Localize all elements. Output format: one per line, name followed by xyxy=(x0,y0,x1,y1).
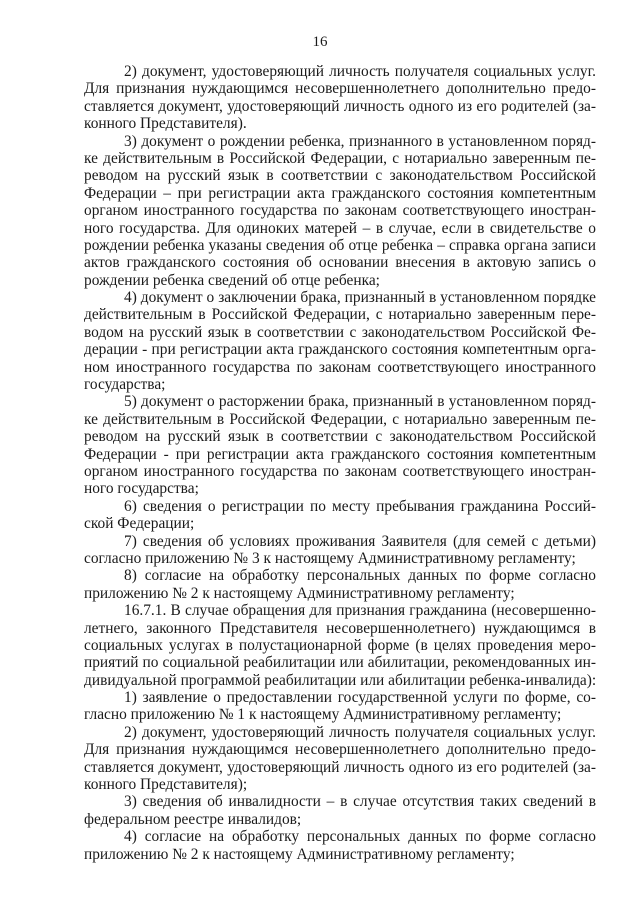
text-line: 16.7.1. В случае обращения для признания гражданина (несовершенно- xyxy=(124,602,596,620)
text-line: 4) согласие на обработку персональных данных по форме согласно xyxy=(124,828,596,846)
page-number: 16 xyxy=(312,34,328,50)
text-line: Федерации – при регистрации акта гражданского состояния компетентным xyxy=(84,184,596,202)
text-line: 4) документ о заключении брака, признанный в установленном порядке xyxy=(124,289,596,307)
text-line: органом иностранного государства по законам соответствующего иностран- xyxy=(84,202,596,220)
text-line: конного Представителя). xyxy=(84,115,247,133)
text-line: органом иностранного государства по законам соответствующего иностран- xyxy=(84,462,596,480)
text-line: ставляется документ, удостоверяющий личность одного из его родителей (за- xyxy=(84,97,596,115)
text-line: ставляется документ, удостоверяющий личность одного из его родителей (за- xyxy=(84,758,596,776)
text-line: действительным в Российской Федерации, с нотариально заверенным пере- xyxy=(84,306,596,324)
text-line: Для признания нуждающимся несовершеннолетнего дополнительно предо- xyxy=(84,80,596,98)
text-line: ном иностранного государства по законам соответствующего иностранного xyxy=(84,358,596,376)
text-line: летнего, законного Представителя несовершеннолетнего) нуждающимся в xyxy=(84,619,596,637)
text-line: 1) заявление о предоставлении государственной услуги по форме, со- xyxy=(124,689,596,707)
text-line: Для признания нуждающимся несовершеннолетнего дополнительно предо- xyxy=(84,741,596,759)
text-line: реводом на русский язык в соответствии с законодательством Российской xyxy=(84,167,596,185)
text-line: ской Федерации; xyxy=(84,515,195,533)
text-line: 2) документ, удостоверяющий личность получателя социальных услуг. xyxy=(124,63,596,80)
text-line: государства; xyxy=(84,376,166,394)
text-line: Федерации - при регистрации акта гражданского состояния компетентным xyxy=(84,445,596,463)
text-line: гласно приложению № 1 к настоящему Административному регламенту; xyxy=(84,706,562,724)
text-line: согласно приложению № 3 к настоящему Административному регламенту; xyxy=(84,549,576,567)
text-line: ке действительным в Российской Федерации, с нотариально заверенным пе- xyxy=(84,410,596,428)
text-line: ного государства. Для одиноких матерей – в случае, если в свидетельстве о xyxy=(84,219,596,237)
text-line: дивидуальной программой реабилитации или абилитации ребенка-инвалида): xyxy=(84,671,596,689)
document-body xyxy=(84,63,596,863)
text-line: приложению № 2 к настоящему Административному регламенту; xyxy=(84,584,515,602)
text-line: актов гражданского состояния об основании внесения в актовую запись о xyxy=(84,254,596,272)
text-line: 6) сведения о регистрации по месту пребывания гражданина Россий- xyxy=(124,497,596,515)
text-line: 5) документ о расторжении брака, признанный в установленном поряд- xyxy=(124,393,596,411)
text-line: 3) сведения об инвалидности – в случае отсутствия таких сведений в xyxy=(124,793,596,811)
text-line: приятий по социальной реабилитации или абилитации, рекомендованных ин- xyxy=(84,654,596,672)
text-line: ке действительным в Российской Федерации, с нотариально заверенным пе- xyxy=(84,149,596,167)
text-line: социальных услугах в полустационарной форме (в целях проведения меро- xyxy=(84,636,596,654)
text-line: 7) сведения об условиях проживания Заявителя (для семей с детьми) xyxy=(124,532,596,550)
text-line: ного государства; xyxy=(84,480,199,498)
text-line: конного Представителя); xyxy=(84,776,248,794)
text-line: рождении ребенка указаны сведения об отце ребенка – справка органа записи xyxy=(84,236,596,254)
text-line: 8) согласие на обработку персональных данных по форме согласно xyxy=(124,567,596,585)
text-line: федеральном реестре инвалидов; xyxy=(84,810,302,828)
text-line: 3) документ о рождении ребенка, признанного в установленном поряд- xyxy=(124,132,596,150)
text-line: рождении ребенка сведений об отце ребенка; xyxy=(84,271,380,289)
text-line: водом на русский язык в соответствии с законодательством Российской Фе- xyxy=(84,323,596,341)
text-line: дерации - при регистрации акта гражданского состояния компетентным орга- xyxy=(84,341,596,359)
text-line: 2) документ, удостоверяющий личность получателя социальных услуг. xyxy=(124,723,596,741)
text-line: реводом на русский язык в соответствии с законодательством Российской xyxy=(84,428,596,446)
text-line: приложению № 2 к настоящему Административному регламенту; xyxy=(84,845,515,863)
